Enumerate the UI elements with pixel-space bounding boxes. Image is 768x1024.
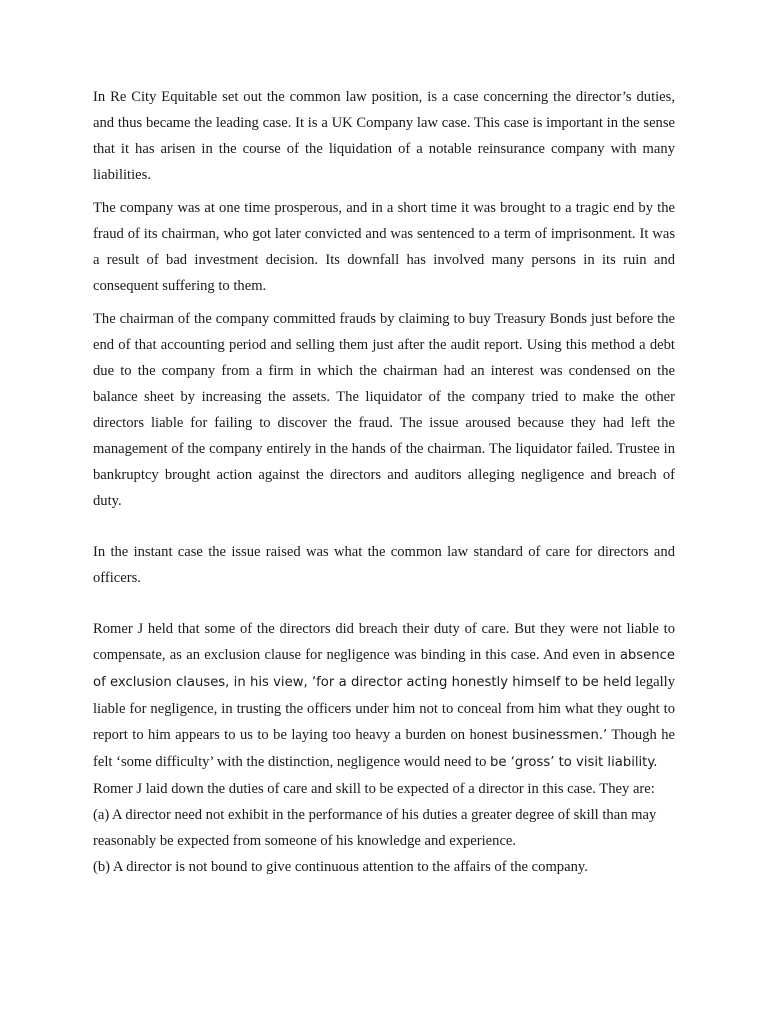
romer-text-part-6: be ‘gross’ to visit liability. bbox=[490, 755, 658, 770]
romer-text-part-5: Though he felt ‘some difficulty’ with the distinction, negligence would need to bbox=[93, 727, 675, 770]
document-body bbox=[93, 84, 675, 880]
paragraph-company-history: The company was at one time prosperous, and in a short time it was brought to a tragic end by the fraud of its chairman, who got later convicted and was sentenced to a term of imprisonment. It was a result of bad investment decision. Its downfall has involved many persons in its ruin and consequent suffering to them. bbox=[93, 200, 675, 294]
romer-text-part-4: businessmen.’ bbox=[512, 728, 608, 743]
paragraph-duties-intro: Romer J laid down the duties of care and skill to be expected of a director in this case. They are: bbox=[93, 781, 655, 797]
duty-item-b: (b) A director is not bound to give continuous attention to the affairs of the company. bbox=[93, 859, 588, 875]
romer-text-part-3: legally liable for negligence, in trusting the officers under him not to conceal from him what they ought to report to him appears to us to be laying too heavy a burden on honest bbox=[93, 674, 675, 743]
paragraph-romer-holding bbox=[93, 616, 675, 776]
paragraph-issue: In the instant case the issue raised was what the common law standard of care for directors and officers. bbox=[93, 544, 675, 586]
paragraph-fraud-details: The chairman of the company committed frauds by claiming to buy Treasury Bonds just before the end of that accounting period and selling them just after the audit report. Using this method a debt due to the company from a firm in which the chairman had an interest was condensed on the balance sheet by increasing the assets. The liquidator of the company tried to make the other directors liable for failing to discover the fraud. The issue aroused because they had left the management of the company entirely in the hands of the chairman. The liquidator failed. Trustee in bankruptcy brought action against the directors and auditors alleging negligence and breach of duty. bbox=[93, 311, 675, 509]
paragraph-intro: In Re City Equitable set out the common law position, is a case concerning the director’s duties, and thus became the leading case. It is a UK Company law case. This case is important in the sense that it has arisen in the course of the liquidation of a notable reinsurance company with many liabilities. bbox=[93, 89, 675, 183]
duty-item-a: (a) A director need not exhibit in the performance of his duties a greater degree of skill than may reasonably be expected from someone of his knowledge and experience. bbox=[93, 807, 657, 849]
romer-text-part-1: Romer J held that some of the directors did breach their duty of care. But they were not liable to compensate, as an exclusion clause for negligence was binding in this case. And even in bbox=[93, 621, 675, 663]
romer-text-part-2: absence of exclusion clauses, in his view, ‘for a director acting honestly himself to be held bbox=[93, 648, 675, 690]
